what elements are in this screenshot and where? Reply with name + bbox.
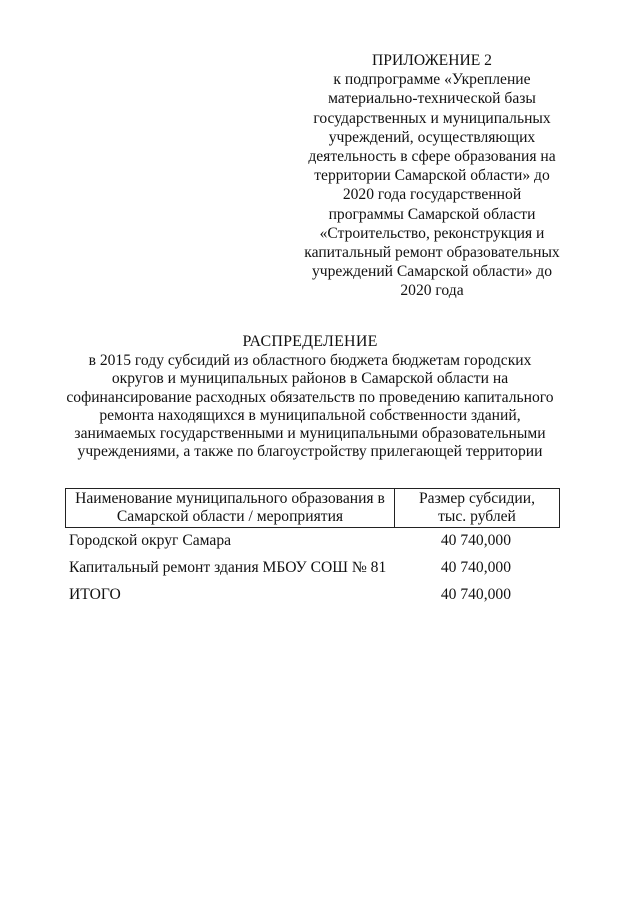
row-amount: 40 740,000 — [440, 586, 511, 603]
appendix-line: учреждений Самарской области» до — [311, 263, 553, 281]
header-cell-text: Наименование муниципального образования в — [75, 490, 385, 507]
appendix-line: капитальный ремонт образовательных — [304, 244, 560, 262]
appendix-line: территории Самарской области» до — [314, 167, 550, 185]
appendix-line: материально-технической базы — [328, 90, 536, 108]
heading-line: софинансирование расходных обязательств по проведению капитального — [66, 388, 554, 406]
appendix-block — [296, 51, 568, 301]
row-name: Капитальный ремонт здания МБОУ СОШ № 81 — [69, 559, 387, 576]
table-row — [65, 559, 560, 586]
document-heading — [0, 333, 620, 461]
header-cell-text: Размер субсидии, — [418, 490, 536, 507]
row-amount: 40 740,000 — [440, 532, 511, 549]
header-cell-text: тыс. рублей — [438, 508, 516, 525]
table-header — [65, 488, 560, 528]
appendix-line: 2020 года государственной — [342, 186, 522, 204]
header-cell-name — [66, 489, 395, 527]
header-cell-amount — [395, 489, 559, 527]
heading-line: в 2015 году субсидий из областного бюджета бюджетам городских — [88, 352, 532, 370]
appendix-line: «Строительство, реконструкция и — [319, 224, 545, 242]
appendix-line: государственных и муниципальных — [313, 109, 551, 127]
subsidy-table — [65, 488, 560, 613]
heading-line: округов и муниципальных районов в Самарской области на — [111, 370, 509, 388]
table-row — [65, 532, 560, 559]
appendix-line: деятельность в сфере образования на — [308, 148, 556, 166]
appendix-line: 2020 года — [400, 282, 464, 300]
document-title: РАСПРЕДЕЛЕНИЕ — [242, 333, 378, 350]
appendix-line: программы Самарской области — [328, 205, 536, 223]
row-name: ИТОГО — [69, 586, 121, 603]
heading-line: занимаемых государственными и муниципальными образовательными — [74, 425, 546, 443]
header-cell-text: Самарской области / мероприятия — [116, 508, 344, 525]
appendix-line: учреждений, осуществляющих — [328, 128, 536, 146]
heading-line: учреждениями, а также по благоустройству прилегающей территории — [77, 443, 543, 461]
table-row-total — [65, 586, 560, 613]
appendix-title: ПРИЛОЖЕНИЕ 2 — [372, 52, 492, 69]
row-name: Городской округ Самара — [69, 532, 232, 549]
heading-line: ремонта находящихся в муниципальной собственности зданий, — [99, 406, 521, 424]
appendix-line: к подпрограмме «Укрепление — [333, 71, 531, 89]
row-amount: 40 740,000 — [440, 559, 511, 576]
